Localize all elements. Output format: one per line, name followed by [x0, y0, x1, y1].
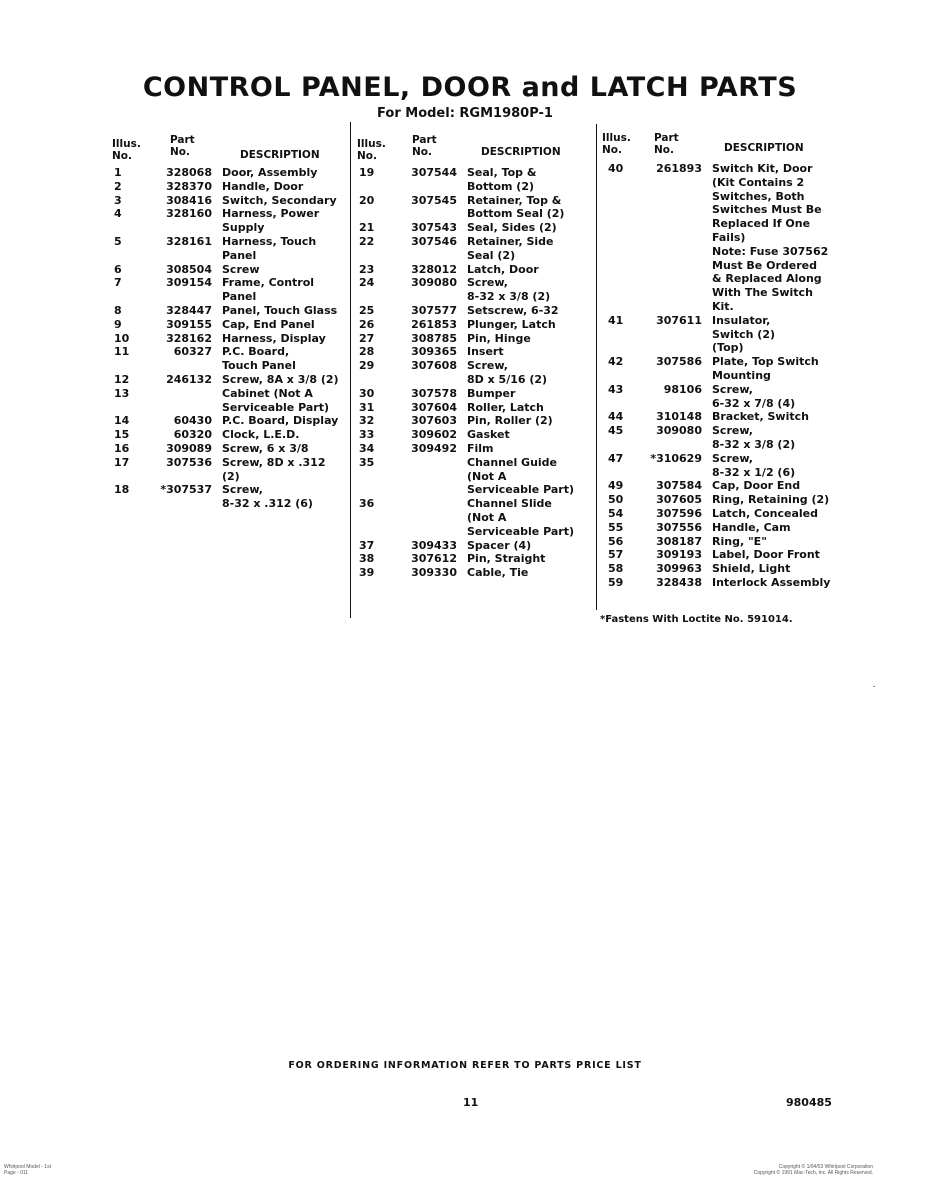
- part-number: 60320: [173, 428, 212, 442]
- part-illus-no: 18: [114, 483, 130, 497]
- part-illus-no: 3: [114, 193, 122, 207]
- part-illus-no: 21: [359, 221, 375, 235]
- part-row: [357, 442, 592, 456]
- part-row: [357, 359, 592, 387]
- part-description: Roller, Latch: [467, 400, 544, 414]
- part-number: 328370: [166, 179, 212, 193]
- part-number: [403, 497, 467, 538]
- part-row: [602, 479, 832, 493]
- part-description: Channel Slide (Not A Serviceable Part): [467, 497, 574, 538]
- part-number: 60430: [173, 414, 212, 428]
- part-number: 308416: [166, 193, 212, 207]
- part-number: 261853: [411, 317, 457, 331]
- part-description: Ring, "E": [712, 534, 767, 548]
- part-row: [602, 521, 832, 535]
- part-row: [357, 194, 592, 222]
- part-row: [357, 552, 592, 566]
- part-row: [112, 414, 344, 428]
- page-number: 11: [463, 1096, 479, 1109]
- part-description: Switch Kit, Door (Kit Contains 2 Switches, Both Switches Must Be Replaced If One Fails) Note: Fuse 307562 Must Be Ordered & Replaced Along With The Switch Kit.: [712, 162, 829, 313]
- part-description: Shield, Light: [712, 562, 791, 576]
- part-row: [602, 507, 832, 521]
- part-illus-no: 26: [359, 317, 375, 331]
- part-row: [602, 452, 832, 480]
- part-row: [602, 493, 832, 507]
- part-illus-no: 44: [608, 410, 624, 424]
- part-illus-no: 2: [114, 179, 122, 193]
- part-description: Cap, Door End: [712, 479, 801, 493]
- part-description: Screw, 8-32 x .312 (6): [222, 483, 313, 511]
- part-description: Door, Assembly: [222, 166, 318, 179]
- part-description: Screw, 8D x .312 (2): [222, 455, 326, 483]
- part-illus-no: 7: [114, 276, 122, 290]
- part-description: Harness, Power Supply: [222, 207, 320, 235]
- part-row: [357, 332, 592, 346]
- part-description: Handle, Cam: [712, 520, 791, 534]
- part-illus-no: 31: [359, 400, 375, 414]
- part-description: Switch, Secondary: [222, 193, 337, 207]
- part-illus-no: 45: [608, 424, 624, 438]
- part-illus-no: 1: [114, 166, 122, 179]
- part-illus-no: 25: [359, 303, 375, 317]
- part-number: 309154: [166, 276, 212, 290]
- part-description: Latch, Concealed: [712, 506, 819, 520]
- part-row: [112, 456, 344, 484]
- part-illus-no: 15: [114, 428, 130, 442]
- part-number: 60327: [173, 345, 212, 359]
- part-description: Clock, L.E.D.: [222, 428, 300, 442]
- part-illus-no: 37: [359, 538, 375, 552]
- part-illus-no: 55: [608, 520, 624, 534]
- part-description: Label, Door Front: [712, 548, 820, 562]
- part-illus-no: 50: [608, 493, 624, 507]
- header-illus-no: Illus. No.: [357, 138, 386, 162]
- part-description: Channel Guide (Not A Serviceable Part): [467, 455, 574, 497]
- document-number: 980485: [786, 1096, 832, 1109]
- part-row: [357, 456, 592, 497]
- part-description: Ring, Retaining (2): [712, 493, 830, 507]
- part-row: [112, 345, 344, 373]
- part-description: P.C. Board, Display: [222, 414, 339, 428]
- part-row: [357, 166, 592, 194]
- part-illus-no: 10: [114, 331, 130, 345]
- part-illus-no: 13: [114, 386, 130, 400]
- part-description: Retainer, Top & Bottom Seal (2): [467, 193, 565, 221]
- part-row: [602, 162, 832, 314]
- part-illus-no: 41: [608, 313, 624, 327]
- part-row: [112, 263, 344, 277]
- part-illus-no: 11: [114, 345, 130, 359]
- part-number: 328438: [656, 575, 702, 589]
- part-illus-no: 22: [359, 234, 375, 248]
- part-number: 307577: [411, 303, 457, 317]
- part-number: 307578: [411, 386, 457, 400]
- part-description: Insert: [467, 345, 504, 359]
- part-description: Pin, Straight: [467, 552, 546, 566]
- part-description: Film: [467, 441, 494, 455]
- part-description: Insulator, Switch (2) (Top): [712, 313, 776, 355]
- part-number: 309492: [411, 441, 457, 455]
- part-description: Spacer (4): [467, 538, 532, 552]
- part-number: 307596: [656, 506, 702, 520]
- part-description: Pin, Hinge: [467, 331, 531, 345]
- fine-print-right: Copyright © 1/04/03 Whirlpool Corporation Copyright © 1991 Mac-Tech, Inc. All Rights Reserved.: [753, 1164, 873, 1176]
- part-row: [357, 345, 592, 359]
- part-illus-no: 28: [359, 345, 375, 359]
- part-illus-no: 6: [114, 262, 122, 276]
- part-description: Panel, Touch Glass: [222, 303, 338, 317]
- column-header: [112, 132, 344, 166]
- part-illus-no: 43: [608, 382, 624, 396]
- part-number: 309602: [411, 428, 457, 442]
- part-row: [112, 180, 344, 194]
- part-row: [112, 428, 344, 442]
- part-description: Retainer, Side Seal (2): [467, 234, 554, 262]
- part-illus-no: 36: [359, 497, 375, 511]
- part-number: 307544: [411, 166, 457, 179]
- part-number: 98106: [663, 382, 702, 396]
- part-number: 310148: [656, 410, 702, 424]
- part-description: Gasket: [467, 428, 510, 442]
- part-description: Screw, 8D x 5/16 (2): [467, 359, 548, 386]
- header-description: DESCRIPTION: [240, 149, 320, 161]
- part-row: [357, 304, 592, 318]
- part-number: 307545: [411, 193, 457, 207]
- header-part-no: Part No.: [654, 132, 679, 156]
- header-part-no: Part No.: [412, 134, 437, 158]
- part-description: Cap, End Panel: [222, 317, 315, 331]
- part-illus-no: 17: [114, 455, 130, 469]
- part-number: 328012: [411, 262, 457, 276]
- part-illus-no: 9: [114, 317, 122, 331]
- part-number: 309089: [166, 441, 212, 455]
- part-row: [357, 428, 592, 442]
- part-row: [357, 401, 592, 415]
- part-number: *307537: [160, 483, 212, 497]
- part-description: Setscrew, 6-32: [467, 303, 559, 317]
- part-number: 307605: [656, 493, 702, 507]
- part-row: [602, 410, 832, 424]
- part-number: 308187: [656, 534, 702, 548]
- part-description: Screw, 6 x 3/8: [222, 441, 309, 455]
- part-description: Plate, Top Switch Mounting: [712, 355, 819, 382]
- part-illus-no: 47: [608, 451, 624, 465]
- part-row: [602, 424, 832, 452]
- part-number: 328161: [166, 234, 212, 248]
- part-row: [112, 442, 344, 456]
- fine-print-left: Whirlpool Model - 1st Page - 011: [4, 1164, 51, 1176]
- part-illus-no: 19: [359, 166, 375, 179]
- part-description: Screw: [222, 262, 260, 276]
- part-number: 261893: [656, 162, 702, 175]
- part-number: 328068: [166, 166, 212, 179]
- part-illus-no: 59: [608, 575, 624, 589]
- part-illus-no: 16: [114, 441, 130, 455]
- part-description: Screw, 8-32 x 1/2 (6): [712, 451, 796, 479]
- part-row: [357, 414, 592, 428]
- part-number: *310629: [650, 451, 702, 465]
- parts-list: [112, 166, 344, 511]
- ordering-note: FOR ORDERING INFORMATION REFER TO PARTS PRICE LIST: [288, 1060, 642, 1071]
- part-row: [357, 235, 592, 263]
- header-illus-no: Illus. No.: [112, 138, 141, 162]
- part-description: Bumper: [467, 386, 516, 400]
- part-number: 307543: [411, 221, 457, 235]
- part-row: [112, 276, 344, 304]
- part-row: [112, 318, 344, 332]
- part-row: [602, 562, 832, 576]
- part-number: 307556: [656, 520, 702, 534]
- part-illus-no: 34: [359, 441, 375, 455]
- part-row: [357, 318, 592, 332]
- parts-column-2: [357, 132, 592, 580]
- part-description: Bracket, Switch: [712, 410, 809, 424]
- part-row: [602, 548, 832, 562]
- part-row: [357, 263, 592, 277]
- header-part-no: Part No.: [170, 134, 195, 158]
- part-number: 328447: [166, 303, 212, 317]
- part-row: [602, 314, 832, 355]
- part-number: 307586: [656, 355, 702, 369]
- part-illus-no: 27: [359, 331, 375, 345]
- part-illus-no: 30: [359, 386, 375, 400]
- part-description: Interlock Assembly: [712, 575, 831, 589]
- part-illus-no: 35: [359, 455, 375, 469]
- part-illus-no: 54: [608, 506, 624, 520]
- part-illus-no: 29: [359, 359, 375, 373]
- scan-speck: [873, 686, 875, 687]
- part-row: [602, 576, 832, 590]
- part-row: [357, 497, 592, 538]
- part-illus-no: 39: [359, 566, 375, 580]
- parts-list: [357, 166, 592, 580]
- part-row: [112, 304, 344, 318]
- part-number: 309365: [411, 345, 457, 359]
- part-number: 307584: [656, 479, 702, 493]
- part-description: Plunger, Latch: [467, 317, 556, 331]
- part-number: [158, 387, 222, 415]
- part-row: [112, 166, 344, 180]
- part-number: 309080: [411, 276, 457, 290]
- part-illus-no: 20: [359, 193, 375, 207]
- part-number: 328160: [166, 207, 212, 221]
- part-illus-no: 32: [359, 414, 375, 428]
- header-illus-no: Illus. No.: [602, 132, 631, 156]
- part-row: [602, 355, 832, 383]
- part-illus-no: 4: [114, 207, 122, 221]
- part-number: 246132: [166, 372, 212, 386]
- part-number: 307546: [411, 234, 457, 248]
- part-description: Seal, Top & Bottom (2): [467, 166, 537, 193]
- part-row: [112, 194, 344, 208]
- part-illus-no: 49: [608, 479, 624, 493]
- part-row: [357, 539, 592, 553]
- part-number: [403, 456, 467, 497]
- part-illus-no: 14: [114, 414, 130, 428]
- part-illus-no: 8: [114, 303, 122, 317]
- part-row: [357, 276, 592, 304]
- part-description: Screw, 8A x 3/8 (2): [222, 372, 339, 386]
- part-number: 307608: [411, 359, 457, 373]
- part-number: 308785: [411, 331, 457, 345]
- part-description: Handle, Door: [222, 179, 304, 193]
- part-number: 308504: [166, 262, 212, 276]
- part-row: [357, 566, 592, 580]
- part-description: Screw, 8-32 x 3/8 (2): [467, 276, 551, 304]
- part-row: [112, 207, 344, 235]
- part-illus-no: 56: [608, 534, 624, 548]
- part-number: 307604: [411, 400, 457, 414]
- part-illus-no: 5: [114, 234, 122, 248]
- part-row: [112, 373, 344, 387]
- part-illus-no: 42: [608, 355, 624, 369]
- column-header: [357, 132, 592, 166]
- part-number: 309193: [656, 548, 702, 562]
- part-illus-no: 24: [359, 276, 375, 290]
- part-illus-no: 12: [114, 372, 130, 386]
- part-description: Seal, Sides (2): [467, 221, 557, 235]
- part-number: 307612: [411, 552, 457, 566]
- part-number: 309433: [411, 538, 457, 552]
- part-description: Pin, Roller (2): [467, 414, 553, 428]
- part-description: Cabinet (Not A Serviceable Part): [222, 386, 329, 414]
- parts-list: [602, 162, 832, 590]
- part-illus-no: 40: [608, 162, 624, 175]
- part-number: 307603: [411, 414, 457, 428]
- part-illus-no: 58: [608, 562, 624, 576]
- model-subtitle: For Model: RGM1980P-1: [377, 106, 553, 121]
- column-header: [602, 132, 832, 162]
- part-description: Cable, Tie: [467, 566, 529, 580]
- part-illus-no: 33: [359, 428, 375, 442]
- part-row: [602, 383, 832, 411]
- part-number: 309155: [166, 317, 212, 331]
- part-description: Screw, 8-32 x 3/8 (2): [712, 424, 796, 451]
- header-description: DESCRIPTION: [724, 142, 804, 154]
- part-row: [112, 387, 344, 415]
- part-number: 309330: [411, 566, 457, 580]
- part-description: Screw, 6-32 x 7/8 (4): [712, 382, 796, 410]
- part-illus-no: 57: [608, 548, 624, 562]
- column-divider: [596, 124, 597, 610]
- part-description: P.C. Board, Touch Panel: [222, 345, 296, 373]
- part-illus-no: 38: [359, 552, 375, 566]
- part-number: 309080: [656, 424, 702, 438]
- parts-column-1: [112, 132, 344, 511]
- part-row: [357, 221, 592, 235]
- part-description: Harness, Display: [222, 331, 326, 345]
- part-row: [112, 332, 344, 346]
- column-divider: [350, 122, 351, 618]
- part-row: [357, 387, 592, 401]
- part-number: 307536: [166, 455, 212, 469]
- header-description: DESCRIPTION: [481, 146, 561, 158]
- part-row: [112, 483, 344, 511]
- part-description: Latch, Door: [467, 262, 539, 276]
- part-row: [602, 535, 832, 549]
- parts-column-3: [602, 132, 832, 590]
- part-description: Frame, Control Panel: [222, 276, 315, 304]
- part-illus-no: 23: [359, 262, 375, 276]
- part-number: 307611: [656, 313, 702, 327]
- part-number: 328162: [166, 331, 212, 345]
- part-row: [112, 235, 344, 263]
- part-number: 309963: [656, 562, 702, 576]
- part-description: Harness, Touch Panel: [222, 234, 317, 262]
- page-title: CONTROL PANEL, DOOR and LATCH PARTS: [142, 72, 798, 103]
- loctite-footnote: *Fastens With Loctite No. 591014.: [600, 614, 793, 625]
